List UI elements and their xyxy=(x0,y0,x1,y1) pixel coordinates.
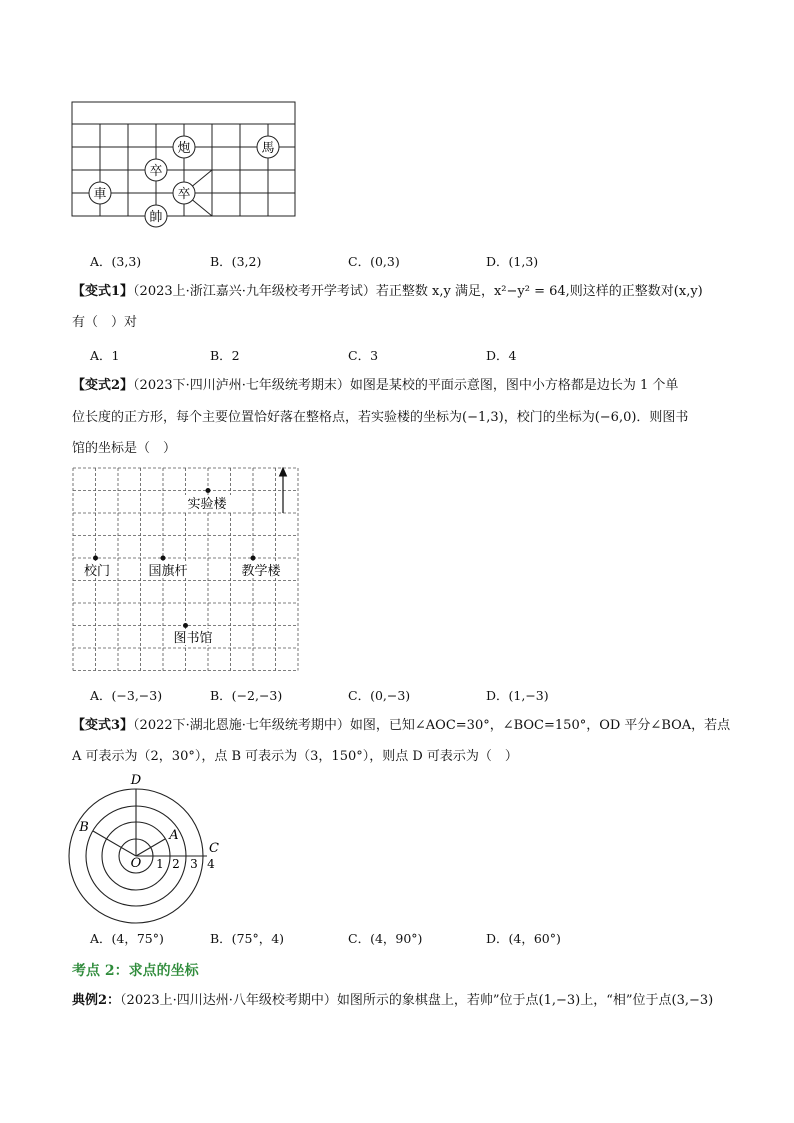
option-b[interactable]: B．2 xyxy=(210,348,240,363)
variant1-line2: 有（ ）对 xyxy=(72,315,138,330)
option-d[interactable]: D．4 xyxy=(486,348,517,363)
chess-piece xyxy=(89,182,111,204)
option-c[interactable]: C．(0,3) xyxy=(348,254,400,269)
radius-label: 3 xyxy=(190,857,198,871)
label-b: B xyxy=(79,820,89,835)
radius-label: 1 xyxy=(156,857,164,871)
variant3-line2: A 可表示为（2，30°），点 B 可表示为（3，150°），则点 D 可表示为（ ） xyxy=(72,749,518,764)
option-d[interactable]: D．(1,3) xyxy=(486,254,539,269)
chess-piece xyxy=(145,159,167,181)
variant3-line1: 【变式3】（2022下·湖北恩施·七年级统考期中）如图，已知∠AOC=30°，∠BOC=150°，OD 平分∠BOA，若点 xyxy=(72,718,731,733)
option-a[interactable]: A．(3,3) xyxy=(90,254,142,269)
option-c[interactable]: C．3 xyxy=(348,348,379,363)
map-label: 实验楼 xyxy=(187,497,227,512)
variant2-line3: 馆的坐标是（ ） xyxy=(72,441,177,456)
map-label: 国旗杆 xyxy=(148,564,188,579)
radius-label: 2 xyxy=(172,857,180,871)
svg-text:炮: 炮 xyxy=(177,141,191,156)
svg-text:卒: 卒 xyxy=(149,164,163,179)
radius-label: 4 xyxy=(207,857,215,871)
option-d[interactable]: D．(4，60°) xyxy=(486,931,561,946)
variant2-line1: 【变式2】（2023下·四川泸州·七年级统考期末）如图是某校的平面示意图，图中小方格都是边长为 1 个单 xyxy=(72,378,679,393)
school-gate-point xyxy=(93,556,98,561)
school-map-figure xyxy=(70,465,302,675)
map-label: 校门 xyxy=(83,564,111,579)
label-d: D xyxy=(130,773,142,788)
option-a[interactable]: A．(−3,−3) xyxy=(90,688,163,703)
label-a: A xyxy=(169,828,179,843)
variant3-tag: 【变式3】 xyxy=(72,718,134,733)
lab-building-point xyxy=(206,488,211,493)
section-heading: 考点 2：求点的坐标 xyxy=(72,963,199,979)
polar-circles-figure xyxy=(66,770,226,930)
svg-text:馬: 馬 xyxy=(261,141,275,156)
library-point xyxy=(183,623,188,628)
teaching-building-point xyxy=(251,556,256,561)
chess-piece xyxy=(173,182,195,204)
label-c: C xyxy=(209,841,219,856)
option-c[interactable]: C．(4，90°) xyxy=(348,931,423,946)
option-c[interactable]: C．(0,−3) xyxy=(348,688,411,703)
option-a[interactable]: A．(4，75°) xyxy=(90,931,164,946)
option-b[interactable]: B．(−2,−3) xyxy=(210,688,283,703)
option-b[interactable]: B．(3,2) xyxy=(210,254,262,269)
chessboard-figure xyxy=(70,100,300,232)
map-label: 图书馆 xyxy=(173,631,213,646)
chess-piece xyxy=(257,136,279,158)
example2-line: 典例2：（2023上·四川达州·八年级校考期中）如图所示的象棋盘上，若帅”位于点(1,−3)上，“相”位于点(3,−3) xyxy=(72,993,714,1008)
svg-text:卒: 卒 xyxy=(177,187,191,202)
chess-piece xyxy=(145,205,167,227)
svg-text:車: 車 xyxy=(93,187,107,202)
svg-text:帥: 帥 xyxy=(149,210,163,225)
variant1-tag: 【变式1】 xyxy=(72,284,134,299)
variant1-line1: 【变式1】（2023上·浙江嘉兴·九年级校考开学考试）若正整数 x,y 满足，x²−y² = 64,则这样的正整数对(x,y) xyxy=(72,284,703,299)
label-o: O xyxy=(130,856,142,871)
option-b[interactable]: B．(75°，4) xyxy=(210,931,285,946)
flagpole-point xyxy=(161,556,166,561)
variant2-tag: 【变式2】 xyxy=(72,378,134,393)
map-label: 教学楼 xyxy=(241,564,281,579)
variant2-line2: 位长度的正方形，每个主要位置恰好落在整格点，若实验楼的坐标为(−1,3)，校门的坐标为(−6,0)．则图书 xyxy=(72,410,689,425)
option-a[interactable]: A．1 xyxy=(90,348,120,363)
option-d[interactable]: D．(1,−3) xyxy=(486,688,549,703)
chess-piece xyxy=(173,136,195,158)
